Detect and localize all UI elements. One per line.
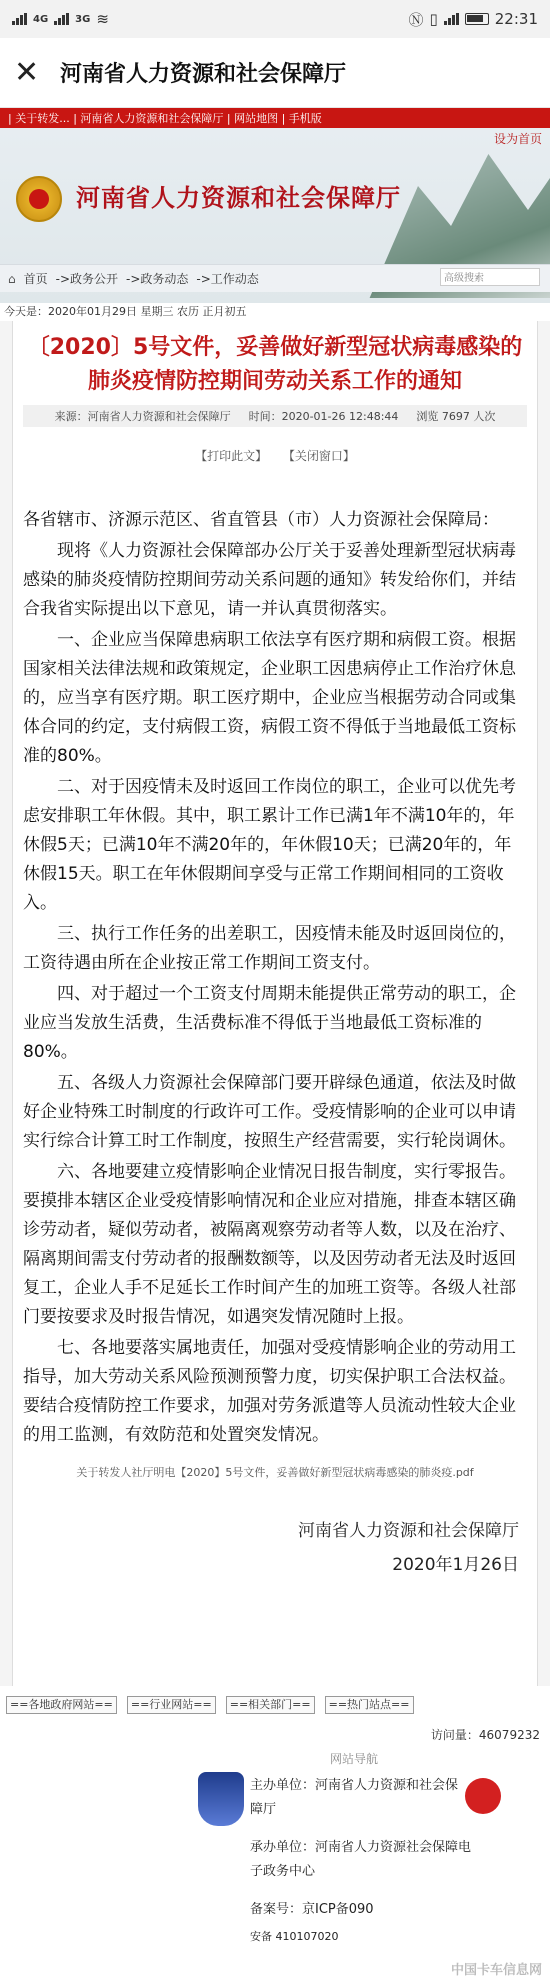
police-record[interactable]: 安备 410107020 bbox=[250, 1930, 339, 1943]
attachment-link[interactable]: 关于转发人社厅明电【2020】5号文件，妥善做好新型冠状病毒感染的肺炎疫.pdf bbox=[76, 1466, 474, 1479]
app-title: 河南省人力资源和社会保障厅 bbox=[60, 62, 347, 87]
signal-icon-2 bbox=[54, 13, 69, 25]
wifi-icon: ≋ bbox=[96, 10, 109, 28]
police-badge-icon bbox=[198, 1772, 244, 1826]
home-icon: ⌂ bbox=[8, 271, 16, 286]
close-icon[interactable]: ✕ bbox=[14, 54, 40, 90]
vibrate-icon: ▯ bbox=[429, 10, 438, 28]
salutation: 各省辖市、济源示范区、省直管县（市）人力资源社会保障局： bbox=[23, 510, 499, 530]
article-time: 时间：2020-01-26 12:48:44 bbox=[248, 410, 399, 423]
close-window-link[interactable]: 【关闭窗口】 bbox=[282, 449, 355, 463]
visit-count: 访问量：46079232 bbox=[430, 1728, 540, 1742]
icp-number[interactable]: 备案号：京ICP备090 bbox=[250, 1902, 374, 1917]
watermark: 中国卡车信息网 bbox=[450, 1963, 542, 1978]
site-banner bbox=[0, 108, 550, 303]
nfc-icon: Ⓝ bbox=[408, 10, 424, 29]
sign-date: 2020年1月26日 bbox=[392, 1555, 519, 1575]
print-link[interactable]: 【打印此文】 bbox=[195, 449, 268, 463]
article-meta bbox=[23, 405, 527, 427]
network-3g-label: 3G bbox=[75, 13, 91, 25]
status-left bbox=[12, 10, 109, 28]
host-org: 主办单位：河南省人力资源和社会保障厅 bbox=[250, 1778, 459, 1817]
paragraph: 一、企业应当保障患病职工依法享有医疗期和病假工资。根据国家相关法律法规和政策规定，企业职工因患病停止工作治疗休息的，应当享有医疗期。职工医疗期中，企业应当根据劳动合同或集体合同的约定，支付病假工资，病假工资不得低于当地最低工资标准的80%。 bbox=[23, 630, 516, 766]
article-source: 来源：河南省人力资源和社会保障厅 bbox=[54, 410, 231, 423]
breadcrumb-news[interactable]: ->政务动态 bbox=[126, 272, 189, 286]
date-line: 今天是：2020年01月29日 星期三 农历 正月初五 bbox=[0, 303, 550, 321]
undertaker-org: 承办单位：河南省人力资源社会保障电子政务中心 bbox=[250, 1840, 472, 1879]
article bbox=[12, 321, 538, 1686]
advanced-search-button[interactable]: 高级搜索 bbox=[440, 268, 540, 286]
status-right bbox=[408, 9, 538, 30]
paragraph: 二、对于因疫情未及时返回工作岗位的职工，企业可以优先考虑安排职工年休假。其中，职工累计工作已满1年不满10年的，年休假5天；已满10年不满20年的，年休假10天；已满20年的，年休假15天。职工在年休假期间享受与正常工作期间相同的工资收入。 bbox=[23, 777, 516, 913]
national-emblem-icon bbox=[16, 176, 62, 222]
set-home-link[interactable]: 设为首页 bbox=[493, 132, 542, 146]
party-gov-logo-icon bbox=[465, 1778, 501, 1814]
paragraph: 七、各地要落实属地责任，加强对受疫情影响企业的劳动用工指导，加大劳动关系风险预测预警力度，切实保护职工合法权益。要结合疫情防控工作要求，加强对劳务派遣等人员流动性较大企业的用工监测，有效防范和处置突发情况。 bbox=[23, 1338, 516, 1445]
article-actions bbox=[23, 447, 527, 464]
paragraph: 四、对于超过一个工资支付周期未能提供正常劳动的职工，企业应当发放生活费，生活费标准不得低于当地最低工资标准的80%。 bbox=[23, 984, 516, 1062]
signature bbox=[23, 1514, 527, 1582]
breadcrumb-gov[interactable]: ->政务公开 bbox=[55, 272, 119, 286]
footer bbox=[0, 1686, 550, 1986]
site-nav-link[interactable]: 网站导航 bbox=[330, 1752, 379, 1766]
battery-icon bbox=[465, 13, 489, 25]
related-depts-select[interactable]: ==相关部门== bbox=[226, 1696, 315, 1714]
article-body bbox=[23, 506, 527, 1450]
breadcrumb-home[interactable]: 首页 bbox=[23, 272, 48, 286]
paragraph: 三、执行工作任务的出差职工，因疫情未能及时返回岗位的，工资待遇由所在企业按正常工作期间工资支付。 bbox=[23, 924, 516, 973]
paragraph: 现将《人力资源社会保障部办公厅关于妥善处理新型冠状病毒感染的肺炎疫情防控期间劳动关系问题的通知》转发给你们，并结合我省实际提出以下意见，请一并认真贯彻落实。 bbox=[23, 541, 516, 619]
article-title: 〔2020〕5号文件，妥善做好新型冠状病毒感染的肺炎疫情防控期间劳动关系工作的通知 bbox=[27, 335, 523, 394]
app-header bbox=[0, 38, 550, 108]
signal-icon-3 bbox=[444, 13, 459, 25]
article-views: 浏览 7697 人次 bbox=[416, 410, 496, 423]
gov-sites-select[interactable]: ==各地政府网站== bbox=[6, 1696, 117, 1714]
paragraph: 六、各地要建立疫情影响企业情况日报告制度，实行零报告。要摸排本辖区企业受疫情影响情况和企业应对措施，排查本辖区确诊劳动者，疑似劳动者，被隔离观察劳动者等人数，以及在治疗、隔离期间需支付劳动者的报酬数额等，以及因劳动者无法及时返回复工，企业人手不足延长工作时间产生的加班工资等。各级人社部门要按要求及时报告情况，如遇突发情况随时上报。 bbox=[23, 1162, 516, 1327]
clock: 22:31 bbox=[494, 10, 538, 28]
signal-icon bbox=[12, 13, 27, 25]
site-selects bbox=[0, 1686, 550, 1714]
network-4g-label: 4G bbox=[33, 13, 49, 25]
sign-org: 河南省人力资源和社会保障厅 bbox=[298, 1521, 519, 1541]
top-strip: | 关于转发... | 河南省人力资源和社会保障厅 | 网站地图 | 手机版 bbox=[0, 108, 550, 128]
breadcrumb-work[interactable]: ->工作动态 bbox=[196, 272, 259, 286]
industry-sites-select[interactable]: ==行业网站== bbox=[127, 1696, 216, 1714]
status-bar bbox=[0, 0, 550, 38]
site-title: 河南省人力资源和社会保障厅 bbox=[76, 184, 401, 212]
hot-sites-select[interactable]: ==热门站点== bbox=[325, 1696, 414, 1714]
paragraph: 五、各级人力资源社会保障部门要开辟绿色通道，依法及时做好企业特殊工时制度的行政许可工作。受疫情影响的企业可以申请实行综合计算工时工作制度，按照生产经营需要，实行轮岗调休。 bbox=[23, 1073, 516, 1151]
